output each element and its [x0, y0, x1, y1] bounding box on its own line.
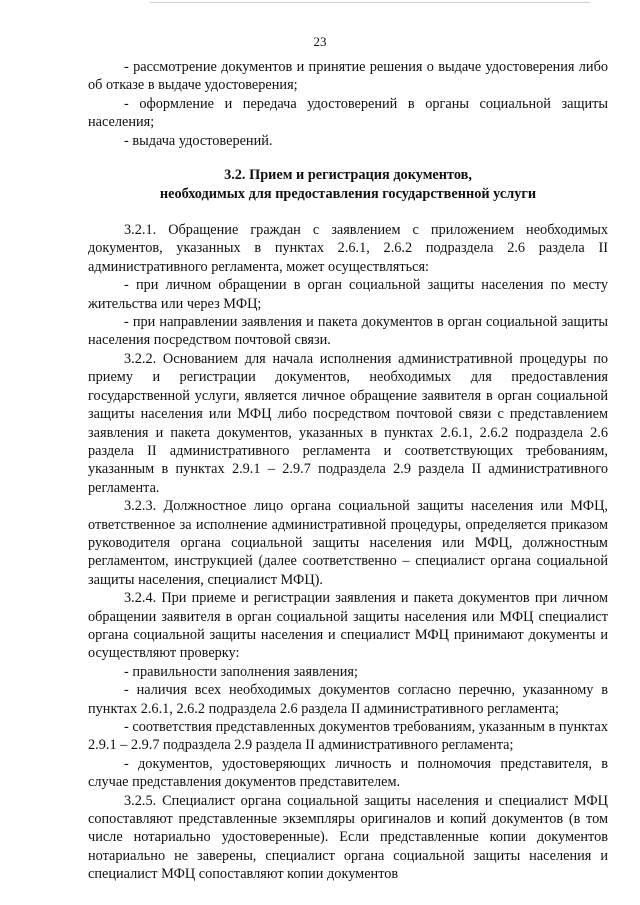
intro-item: - оформление и передача удостоверений в органы социальной защиты населения;	[88, 95, 608, 131]
section-heading-line: 3.2. Прием и регистрация документов,	[224, 167, 472, 184]
paragraph: - правильности заполнения заявления;	[124, 663, 358, 680]
section-heading	[88, 166, 608, 204]
paragraph: - документов, удостоверяющих личность и полномочия представителя, в случае представления документов представителем.	[88, 755, 608, 791]
page-content	[88, 58, 608, 884]
paragraph: - наличия всех необходимых документов согласно перечню, указанному в пунктах 2.6.1, 2.6.2 подраздела 2.6 раздела II административного регламента;	[88, 682, 608, 717]
paragraph: - при направлении заявления и пакета документов в орган социальной защиты населения посредством почтовой связи.	[88, 314, 608, 349]
section-heading-line: необходимых для предоставления государственной услуги	[159, 186, 537, 203]
paragraph: - при личном обращении в орган социальной защиты населения по месту жительства или через МФЦ;	[88, 277, 608, 312]
intro-item: - выдача удостоверений.	[124, 132, 273, 149]
paragraph: 3.2.2. Основанием для начала исполнения административной процедуры по приему и регистрации документов, необходимых для предоставления государственной услуги, является личное обращение заявителя в орган социальной защиты населения или МФЦ либо посредством почтовой связи с представлением заявления и пакета документов, указанных в пунктах 2.6.1, 2.6.2 подраздела 2.6 раздела II административного регламента и соответствующих требованиям, указанным в пунктах 2.9.1 – 2.9.7 подраздела 2.9 раздела II административного регламента.	[88, 350, 608, 496]
paragraph: 3.2.5. Специалист органа социальной защиты населения и специалист МФЦ сопоставляют представленные экземпляры оригиналов и копий документов (в том числе нотариально удостоверенные). Если представленные копии документов нотариально не заверены, специалист органа социальной защиты населения и специалист МФЦ сопоставляют копии документов	[88, 792, 608, 883]
paragraph: 3.2.3. Должностное лицо органа социальной защиты населения или МФЦ, ответственное за исполнение административной процедуры, определяется приказом руководителя органа социальной защиты населения или МФЦ, должностным регламентом, инструкцией (далее соответственно – специалист органа социальной защиты населения, специалист МФЦ).	[88, 498, 608, 588]
paragraph: 3.2.4. При приеме и регистрации заявления и пакета документов при личном обращении заявителя в орган социальной защиты населения или МФЦ специалист органа социальной защиты населения и специалист МФЦ принимают документы и осуществляют проверку:	[88, 590, 608, 662]
intro-item: - рассмотрение документов и принятие решения о выдаче удостоверения либо об отказе в выдаче удостоверения;	[88, 59, 608, 94]
top-edge-line	[150, 2, 590, 3]
paragraph: - соответствия представленных документов требованиям, указанным в пунктах 2.9.1 – 2.9.7 подраздела 2.9 раздела II административного регламента;	[88, 719, 608, 754]
paragraph: 3.2.1. Обращение граждан с заявлением с приложением необходимых документов, указанных в пунктах 2.6.1, 2.6.2 подраздела 2.6 раздела II административного регламента, может осуществляться:	[88, 222, 608, 275]
page-number: 23	[313, 34, 327, 49]
